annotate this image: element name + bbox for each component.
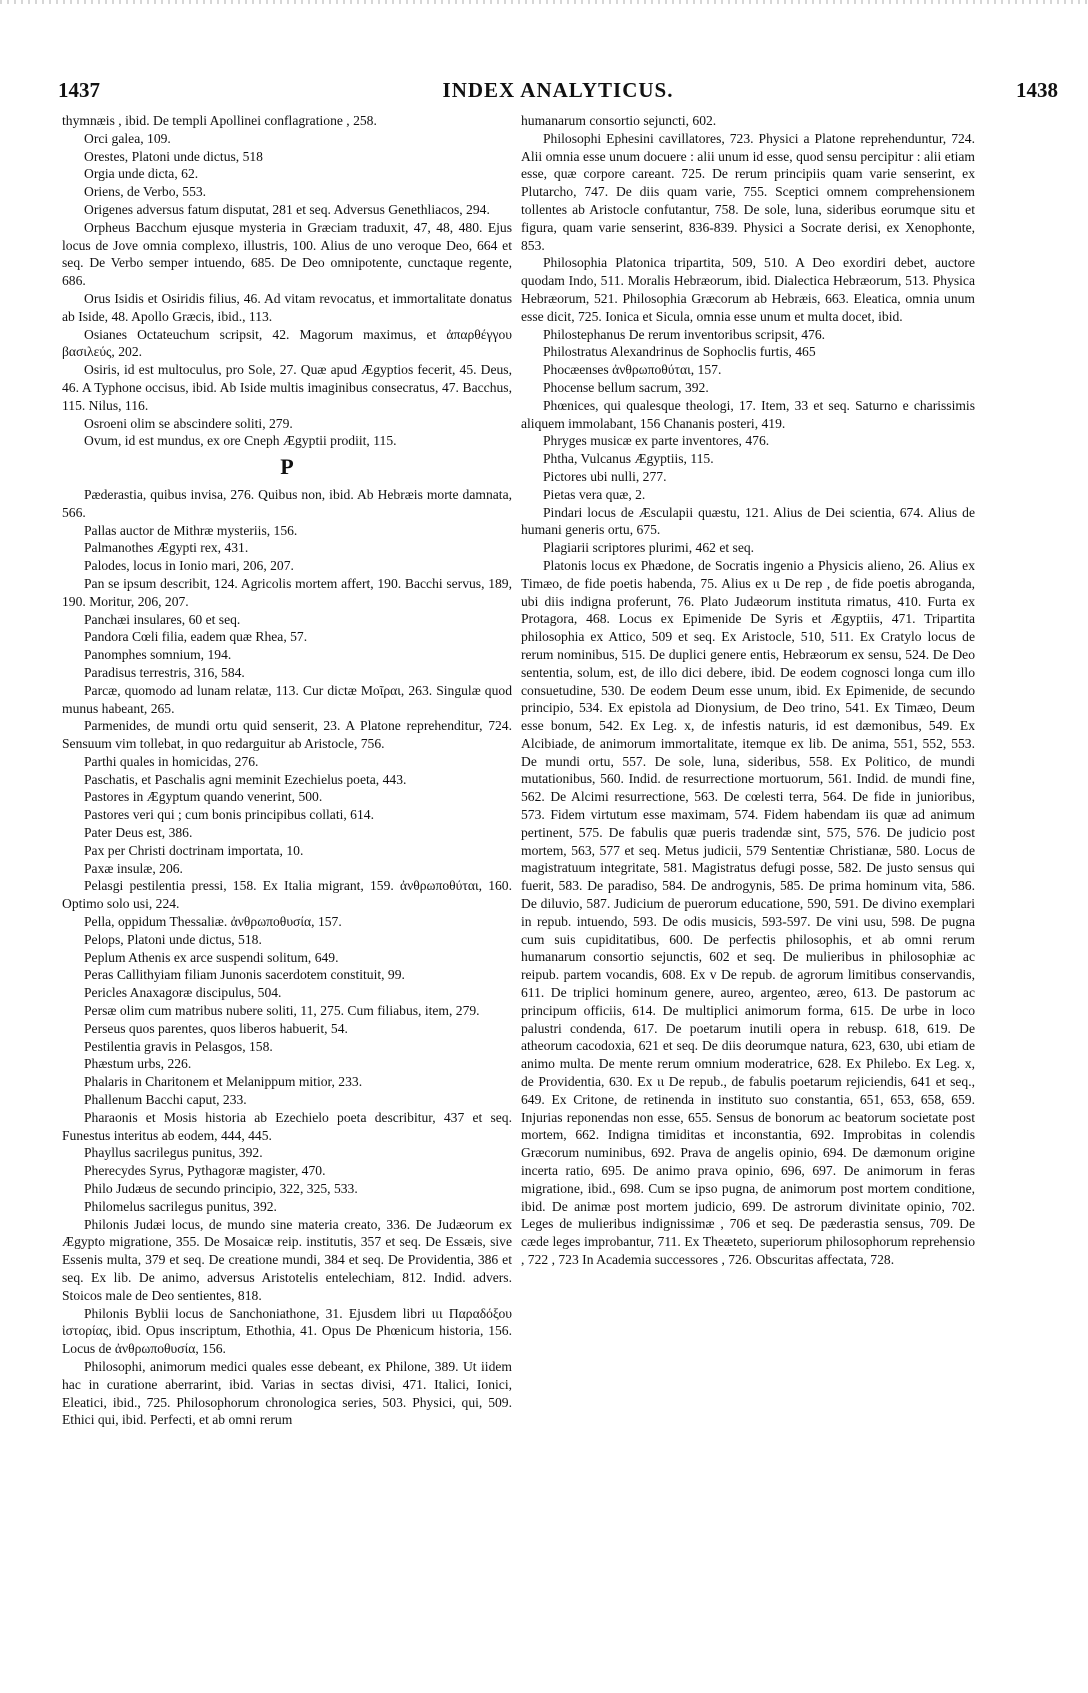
index-entry: Pictores ubi nulli, 277.	[543, 468, 667, 484]
index-entry: Philomelus sacrilegus punitus, 392.	[84, 1198, 277, 1214]
scan-edge	[0, 0, 1088, 4]
index-entry: Pella, oppidum Thessaliæ. ἀνθρωποθυσία, 157.	[84, 914, 342, 930]
index-entry: Pax per Christi doctrinam importata, 10.	[84, 842, 304, 858]
index-entry: Phallenum Bacchi caput, 233.	[84, 1092, 247, 1108]
index-entry: Pelops, Platoni unde dictus, 518.	[84, 931, 262, 947]
index-entry: Ovum, id est mundus, ex ore Cneph Ægyptii prodiit, 115.	[84, 433, 397, 449]
index-entry: Pastores in Ægyptum quando venerint, 500.	[84, 789, 323, 805]
index-entry: Palodes, locus in Ionio mari, 206, 207.	[84, 558, 294, 574]
index-entry: Orci galea, 109.	[84, 130, 171, 146]
index-entry: Orpheus Bacchum ejusque mysteria in Græciam traduxit, 47, 48, 480. Ejus locus de Jove omnia complexo, illustris, 100. Alius de uno veroque Deo, 664 et seq. De Verbo semper intuendo, 685. De Deo omnipotente, cunctaque regente, 686.	[62, 219, 512, 289]
index-entry: Orgia unde dicta, 62.	[84, 166, 199, 182]
index-entry: Orus Isidis et Osiridis filius, 46. Ad vitam revocatus, et immortalitate donatus ab Iside, 48. Apollo Græcis, ibid., 113.	[62, 290, 512, 324]
index-entry: Paschatis, et Paschalis agni meminit Ezechielus poeta, 443.	[84, 771, 407, 787]
index-entry: Peplum Athenis ex arce suspendi solitum, 649.	[84, 949, 339, 965]
index-entry: Pestilentia gravis in Pelasgos, 158.	[84, 1038, 273, 1054]
index-entry: Pindari locus de Æsculapii quæstu, 121. Alius de Dei scientia, 674. Alius de humani generis ortu, 675.	[521, 504, 975, 538]
index-entry: Philostratus Alexandrinus de Sophoclis furtis, 465	[543, 344, 816, 360]
running-title: INDEX ANALYTICUS.	[442, 78, 674, 102]
index-entry: Pharaonis et Mosis historia ab Ezechielo poeta describitur, 437 et seq. Funestus interitus ab eodem, 444, 445.	[62, 1109, 512, 1143]
index-entry: Philosophia Platonica tripartita, 509, 510. A Deo exordiri debet, auctore quodam Indo, 511. Moralis Hebræorum, ibid. Dialectica Hebræorum, 513. Physica Hebræorum, 521. Philosophia Græcorum ab Hebræis, 663. Eleatica, omnia unum esse dicit, 725. Ionica et Sicula, omnia esse unum et multa docet, ibid.	[521, 255, 975, 324]
index-entry: Perseus quos parentes, quos liberos habuerit, 54.	[84, 1020, 348, 1036]
right-column	[521, 112, 975, 1269]
index-entry: Paxæ insulæ, 206.	[84, 860, 183, 876]
index-entry: Orestes, Platoni unde dictus, 518	[84, 148, 263, 164]
index-entry: Parmenides, de mundi ortu quid senserit, 23. A Platone reprehenditur, 724. Sensuum vim tollebat, in quo redarguitur ab Aristocle, 756.	[62, 718, 512, 752]
index-entry: Oriens, de Verbo, 553.	[84, 184, 207, 200]
index-entry: Parcæ, quomodo ad lunam relatæ, 113. Cur dictæ Μοῖραι, 263. Singulæ quod munus habeant, 265.	[62, 682, 512, 716]
index-entry: Pelasgi pestilentia pressi, 158. Ex Italia migrant, 159. ἀνθρωποθύται, 160. Optimo solo usi, 224.	[62, 878, 512, 912]
index-entry: Paradisus terrestris, 316, 584.	[84, 664, 245, 680]
index-entry: Phryges musicæ ex parte inventores, 476.	[543, 433, 770, 449]
index-entry: Panchæi insulares, 60 et seq.	[84, 611, 241, 627]
index-entry: Pandora Cœli filia, eadem quæ Rhea, 57.	[84, 629, 308, 645]
index-entry: Pallas auctor de Mithræ mysteriis, 156.	[84, 522, 298, 538]
index-entry: Phocense bellum sacrum, 392.	[543, 379, 709, 395]
index-entry: thymnæis , ibid. De templi Apollinei conflagratione , 258.	[62, 113, 377, 128]
left-column	[62, 112, 512, 1429]
index-entry: Phtha, Vulcanus Ægyptiis, 115.	[543, 451, 714, 467]
index-entry: Platonis locus ex Phædone, de Socratis ingenio a Physicis alieno, 26. Alius ex Timæo, de fide poetis habenda, 75. Alius ex ιι De rep , de fide poetis abroganda, ubi diis indigna proferunt, 76. Plato Judæorum instituta rimatus, 410. Furta ex Protagora, 468. Locus ex Epimenide De Syris et Ægyptiis, 471. Tripartita philosophia ex Attico, 509 et seq. Ex Aristocle, 510, 511. Ex Cratylo locus de rerum nominibus, 515. De duplici genere entis, Hebræorum ex sensu, 524. De Deo sententia, solum, est, de illo dici debere, ibid. De eodem cognosci longa cum illo consuetudine, 530. De eodem Deum esse unum, ibid. Ex Epimenide, de secundo principio, 534. Ex epistola ad Dionysium, de Deo trino, 541. Ex Timæo, Deum esse bonum, 542. Ex Leg. x, de infestis naturis, id est dæmonibus, 549. Ex Alcibiade, de animorum immortalitate, itemque ex lib. De anima, 551, 552, 553. De mundi ortu, 557. De sole, luna, sideribus, 558. Ex Politico, de mundi mutationibus, 560. Indid. de resurrectione mortuorum, 561. Indid. de mundi fine, 562. De Alcimi resurrectione, 563. De cœlesti terra, 564. De fide in junioribus, 573. Fidem virtutum esse maximam, 574. Fidem habendam iis quæ ad animum pertinent, 575. De fabulis quæ pueris tradendæ sint, 575, 576. De judicio post mortem, 563, 577 et seq. Metus judicii, 579 Sententiæ Christianæ, 580. Locus de magistratuum integritate, 581. Magistratus defugi posse, 582. De justo sensus qui fuerit, 583. De paradiso, 584. De androgynis, 585. De prima hominum vita, 586. De diluvio, 587. Judicium de puerorum educatione, 590, 591. De divino exemplari in repub. intuendo, 593. De odis musicis, 593-597. De vini usu, 598. De pugna cum suis cupiditatibus, 600. De perfectis philosophis, et ab omni rerum humanarum consortio sejunctis, 602 et seq. De mulieribus in philosophiæ ac reipub. partem vocandis, 608. Ex v De repub. de agrorum limitibus conservandis, 611. De triplici hominum genere, aureo, argenteo, æreo, 613. De pastorum ac principum officiis, 614. De multiplici animorum forma, 615. De urbe in loco palustri condenda, 617. De poetarum inutili opera in rebusp. 618, 619. De atheorum cacodoxia, 621 et seq. De diis deorumque natura, 623, 630, ubi etiam de animo multa. De mente rerum omnium moderatrice, 628. Ex Philebo. Ex Leg. x, de Providentia, 630. Ex ιι De repub., de fabulis poetarum rejiciendis, 641 et seq., 649. Ex Critone, de retinenda in instituto suo constantia, 651, 653, 658, 659. Injurias reponendas non esse, 655. Sensus de bonorum ac beatorum societate post mortem, 662. Indignа timiditas et inconstantia, 692. Improbitas in colendis Græcorum numinibus, 692. Prava de angelis opinio, 694. De dæmonum origine incerta ratio, 695. De animo prava opinio, 696, 697. De animorum in feras migratione, ibid., 698. Cum se ipso pugna, de animorum post mortem conditione, ibid. De animæ post mortem judicio, 699. De astrorum divinitate opinio, 702. Leges de mulieribus indignissimæ , 706 et seq. De pæderastia sensus, 709. De cæde leges improbantur, 711. Ex Theæteto, superiorum philosophorum reprehensio , 722 , 723 In Academia successores , 726. Obscuritas affectata, 728.	[521, 557, 975, 1267]
index-entry: Pæderastia, quibus invisa, 276. Quibus non, ibid. Ab Hebræis morte damnata, 566.	[62, 486, 512, 520]
index-entry: Philonis Byblii locus de Sanchoniathone, 31. Ejusdem libri ιιι Παραδόξου ἱστορίας, ibid. Opus inscriptum, Ethothia, 41. Opus De Phœnicum historia, 156. Locus de ἀνθρωποθυσία, 156.	[62, 1305, 512, 1357]
index-entry: Pericles Anaxagoræ discipulus, 504.	[84, 985, 282, 1001]
index-entry: Phæstum urbs, 226.	[84, 1056, 192, 1072]
index-entry: Pastores veri qui ; cum bonis principibus collati, 614.	[84, 807, 374, 823]
index-entry: Philo Judæus de secundo principio, 322, 325, 533.	[84, 1181, 358, 1197]
index-entry: Plagiarii scriptores plurimi, 462 et seq.	[543, 540, 755, 556]
section-letter: P	[280, 454, 294, 480]
index-entry: Philostephanus De rerum inventoribus scripsit, 476.	[543, 326, 826, 342]
page-number-right: 1438	[1016, 78, 1058, 102]
index-entry: Pietas vera quæ, 2.	[543, 486, 646, 502]
index-entry: Osiris, id est multoculus, pro Sole, 27. Quæ apud Ægyptios fecerit, 45. Deus, 46. A Typhone occisus, ibid. Ab Iside multis imaginibus consecratus, 47. Bacchus, 115. Nilus, 116.	[62, 362, 512, 413]
index-entry: Phayllus sacrilegus punitus, 392.	[84, 1145, 263, 1161]
index-entry: Persæ olim cum matribus nubere soliti, 11, 275. Cum filiabus, item, 279.	[84, 1003, 480, 1019]
index-entry: Palmanothes Ægypti rex, 431.	[84, 540, 249, 556]
index-entry: Peras Callithyiam filiam Junonis sacerdotem constituit, 99.	[84, 967, 405, 983]
index-entry: Osianes Octateuchum scripsit, 42. Magorum maximus, et ἀπαρθέγγου βασιλεύς, 202.	[62, 326, 512, 360]
index-entry: Parthi quales in homicidas, 276.	[84, 753, 259, 769]
page-header	[58, 78, 1058, 106]
index-entry: Pan se ipsum describit, 124. Agricolis mortem affert, 190. Bacchi servus, 189, 190. Moritur, 206, 207.	[62, 575, 512, 609]
index-entry: Philosophi, animorum medici quales esse debeant, ex Philone, 389. Ut iidem hac in curatione aberrarint, ibid. Varias in sectas divisi, 471. Italici, Ionici, Eleatici, ibid., 725. Philosophorum chronologica series, 503. Physici, qui, 509. Ethici qui, ibid. Perfecti, et ab omni rerum	[62, 1358, 512, 1428]
index-entry: Osroeni olim se abscindere soliti, 279.	[84, 415, 293, 431]
page-number-left: 1437	[58, 78, 100, 102]
index-entry: Phocæenses ἀνθρωποθύται, 157.	[543, 362, 722, 378]
index-entry: Origenes adversus fatum disputat, 281 et seq. Adversus Genethliacos, 294.	[84, 201, 490, 217]
index-entry: Panomphes somnium, 194.	[84, 647, 232, 663]
index-entry: humanarum consortio sejuncti, 602.	[521, 113, 717, 128]
index-entry: Phœnices, qui qualesque theologi, 17. Item, 33 et seq. Saturno e charissimis aliquem immolabant, 156 Chananis posteri, 419.	[521, 397, 975, 431]
index-entry: Phalaris in Charitonem et Melanippum mitior, 233.	[84, 1074, 363, 1090]
index-entry: Philonis Judæi locus, de mundo sine materia creato, 336. De Judæorum ex Ægypto migratione, 355. De Mosaicæ reip. institutis, 357 et seq. De Essæis, sive Essenis multa, 379 et seq. De creatione mundi, 384 et seq. De Providentia, 386 et seq. Ex lib. De animo, adversus Aristotelis entelechiam, 812. Indid. advers. Stoicos male de Deo sentientes, 818.	[62, 1216, 512, 1303]
index-entry: Philosophi Ephesini cavillatores, 723. Physici a Platone reprehenduntur, 724. Alii omnia esse unum docuere : alii unum id esse, quod sensu percipitur : alii etiam esse, quæ corpore careant. 725. De rerum principiis quam varie senserint, ex Plutarcho, 747. De diis quam varie, 755. Sceptici omnem comprehensionem tollentes ab Aristocle confutantur, 758. De sole, luna, sideribus eorumque situ et figura, quam varie senserint, 836-839. Physici a Socrate derisi, ex Xenophonte, 853.	[521, 130, 975, 253]
index-entry: Pherecydes Syrus, Pythagoræ magister, 470.	[84, 1163, 326, 1179]
index-entry: Pater Deus est, 386.	[84, 825, 193, 841]
